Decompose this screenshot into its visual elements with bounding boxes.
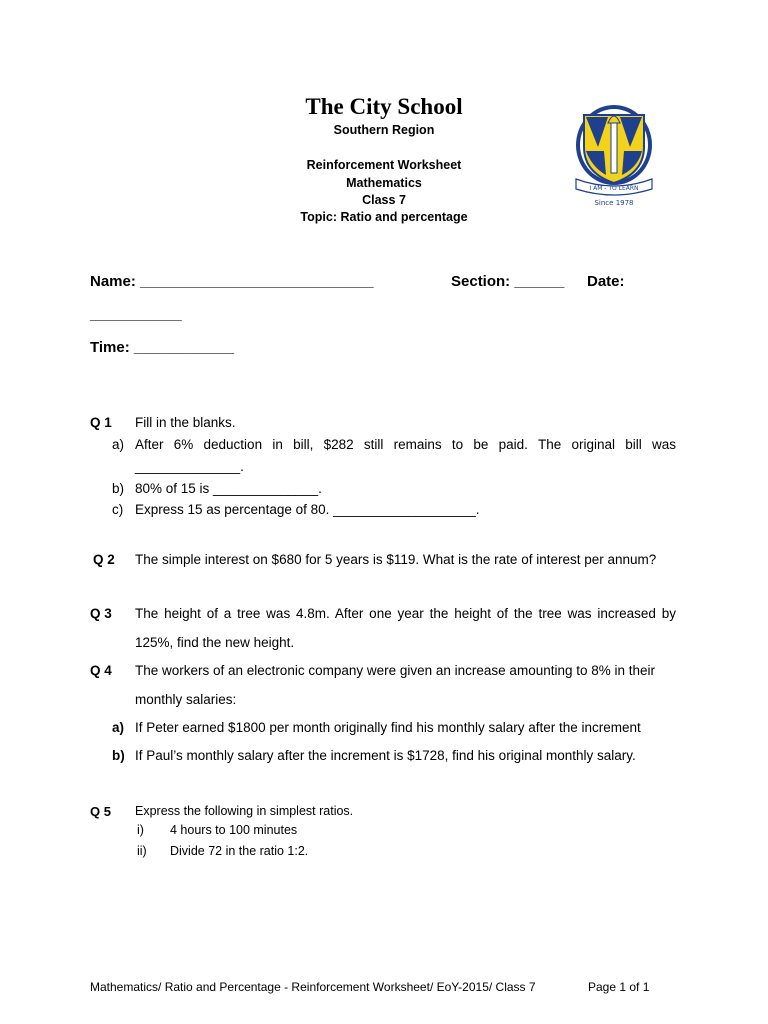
q4-line1: The workers of an electronic company were given an increase amounting to 8% in their <box>135 663 656 678</box>
q1-a-label: a) <box>112 437 125 452</box>
q4-a-text: If Peter earned $1800 per month originally find his monthly salary after the increment <box>135 720 641 735</box>
date-field-blank[interactable]: ___________ <box>90 306 182 323</box>
q1-b-label: b) <box>112 481 125 496</box>
school-title: The City School <box>305 94 463 119</box>
q4-a-label: a) <box>112 720 125 735</box>
region: Southern Region <box>333 123 435 137</box>
footer-text: Mathematics/ Ratio and Percentage - Reinforcement Worksheet/ EoY-2015/ Class 7 <box>90 980 536 994</box>
logo-motto: I AM - TO LEARN <box>589 185 639 192</box>
topic: Topic: Ratio and percentage <box>300 210 468 224</box>
worksheet-title: Reinforcement Worksheet <box>306 158 462 172</box>
q5-ii-text: Divide 72 in the ratio 1:2. <box>170 844 309 858</box>
page-number: Page 1 of 1 <box>588 980 650 994</box>
q4-b-text: If Paul’s monthly salary after the increment is $1728, find his original monthly salary. <box>135 748 636 763</box>
q3-line1: The height of a tree was 4.8m. After one year the height of the tree was increased by <box>135 606 676 621</box>
q1-a-text: After 6% deduction in bill, $282 still remains to be paid. The original bill was <box>135 437 676 452</box>
class-label: Class 7 <box>362 193 406 207</box>
q1-c-label: c) <box>112 502 124 517</box>
q5-ii-label: ii) <box>137 844 147 858</box>
time-field[interactable]: Time: ____________ <box>90 339 235 356</box>
q4-line2: monthly salaries: <box>135 692 237 707</box>
logo-since: Since 1978 <box>594 199 634 207</box>
q2-number: Q 2 <box>93 552 115 567</box>
q5-i-text: 4 hours to 100 minutes <box>170 823 298 837</box>
q3-number: Q 3 <box>90 606 112 621</box>
q2-text: The simple interest on $680 for 5 years is $119. What is the rate of interest per annum? <box>135 552 657 567</box>
q5-number: Q 5 <box>90 804 111 819</box>
q1-c-text: Express 15 as percentage of 80. ___________________. <box>135 502 480 517</box>
q5-text: Express the following in simplest ratios. <box>135 804 354 818</box>
q1-text: Fill in the blanks. <box>135 415 236 430</box>
q1-b-text: 80% of 15 is ______________. <box>135 481 322 496</box>
q1-a-blank[interactable]: ______________. <box>135 459 244 474</box>
q3-line2: 125%, find the new height. <box>135 635 295 650</box>
school-logo <box>568 101 660 211</box>
date-field-label: Date: <box>587 273 625 290</box>
name-field[interactable]: Name: ____________________________ <box>90 273 374 290</box>
q5-i-label: i) <box>137 823 144 837</box>
subject: Mathematics <box>346 176 422 190</box>
q4-b-label: b) <box>112 748 125 763</box>
q4-number: Q 4 <box>90 663 112 678</box>
section-field[interactable]: Section: ______ <box>451 273 565 290</box>
q1-number: Q 1 <box>90 415 112 430</box>
